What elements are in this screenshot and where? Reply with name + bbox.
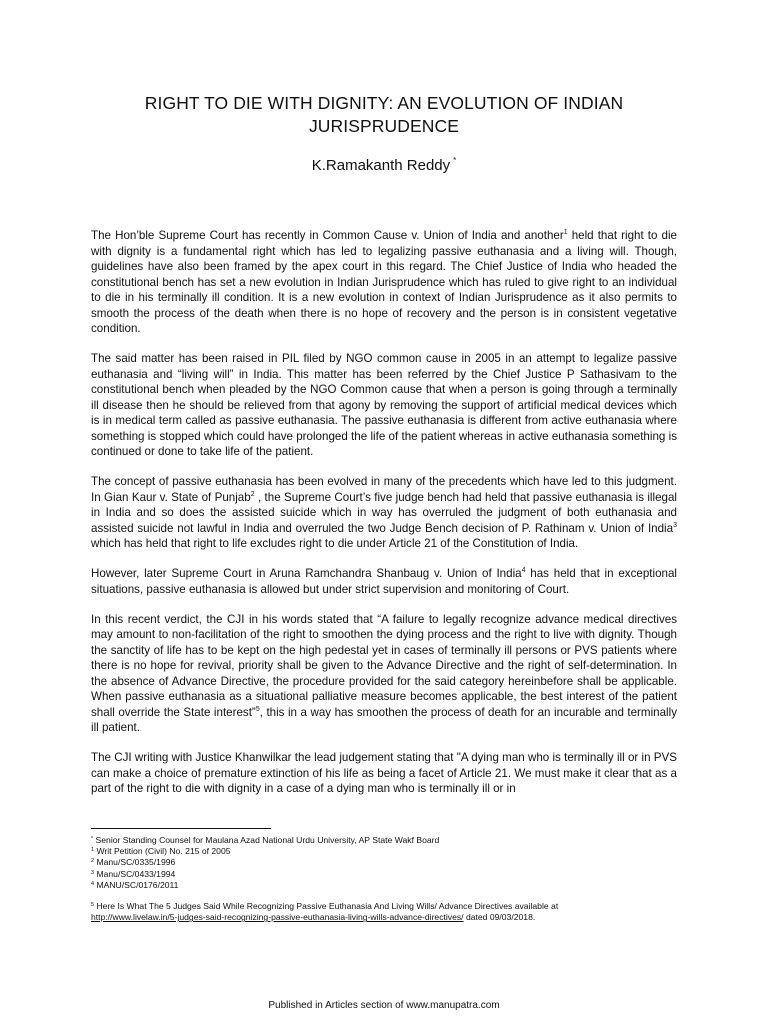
footnote-mark: 3 bbox=[91, 869, 95, 876]
paragraph-3-text-a: The concept of passive euthanasia has been evolved in many of the precedents which have led to this judgment. In Gian Kaur v. State of Punjab bbox=[91, 475, 677, 504]
footnote-spacer bbox=[91, 891, 677, 901]
footnote-text: Writ Petition (Civil) No. 215 of 2005 bbox=[94, 846, 231, 857]
footnote-divider bbox=[91, 828, 271, 829]
footnote-text: Manu/SC/0433/1994 bbox=[94, 868, 176, 879]
paragraph-1-text-b: held that right to die with dignity is a fundamental right which has led to legalizing passive euthanasia and a living will. Though, guidelines have also been framed by the apex court in this regard. The Chief Justice of India who headed the constitutional bench has set a new evolution in Indian Jurisprudence which has ruled to give right to an individual to die in his terminally ill condition. It is a new evolution in context of Indian Jurisprudence as it also permits to smooth the process of the death when there is no hope of recovery and the person is in consistent vegetative condition. bbox=[91, 229, 678, 335]
footnote-ref-2: 2 bbox=[250, 490, 255, 498]
footnote-item bbox=[91, 846, 677, 857]
footnote-mark: 2 bbox=[91, 858, 95, 865]
paragraph-4-text-b: has held that in exceptional situations, passive euthanasia is allowed but under strict supervision and monitoring of Court. bbox=[91, 567, 678, 596]
paragraph-5 bbox=[91, 612, 677, 736]
footnote-date: dated 09/03/2018. bbox=[463, 912, 536, 923]
author-name: K.Ramakanth Reddy bbox=[311, 157, 451, 174]
paragraph-6-text: The CJI writing with Justice Khanwilkar the lead judgement stating that "A dying man who is terminally ill or in PVS can make a choice of premature extinction of his life as being a facet of Article 21. We must make it clear that as a part of the right to die with dignity in a case of a dying man who is terminally ill or in bbox=[91, 751, 677, 795]
paragraph-1 bbox=[91, 228, 677, 337]
footnote-mark: * bbox=[91, 836, 94, 842]
footnote-text: Senior Standing Counsel for Maulana Azad National Urdu University, AP State Wakf Board bbox=[93, 835, 440, 845]
footnote-ref-4: 4 bbox=[521, 567, 526, 574]
paragraph-6 bbox=[91, 750, 677, 797]
footnote-item bbox=[91, 857, 677, 868]
article-body bbox=[91, 228, 677, 811]
footnote-item bbox=[91, 901, 677, 923]
footnote-item bbox=[91, 835, 677, 846]
footnote-text: Manu/SC/0335/1996 bbox=[94, 857, 176, 868]
paragraph-3-text-b: , the Supreme Court’s five judge bench had held that passive euthanasia is illegal in India and so does the assisted suicide which in way has overruled the judgment of both euthanasia and assisted suicide not lawful in India and overruled the two Judge Bench decision of P. Rathinam v. Union of India bbox=[91, 490, 677, 535]
footnote-ref-1: 1 bbox=[563, 229, 568, 236]
paragraph-1-text-a: The Hon’ble Supreme Court has recently in Common Cause v. Union of India and another bbox=[91, 229, 564, 242]
author-footnote-mark: * bbox=[453, 156, 457, 165]
footnote-text: Here Is What The 5 Judges Said While Recognizing Passive Euthanasia And Living Wills/ Advance Directives available at bbox=[94, 901, 559, 912]
author-line bbox=[91, 156, 677, 176]
footnote-ref-5: 5 bbox=[255, 705, 260, 713]
article-title: RIGHT TO DIE WITH DIGNITY: AN EVOLUTION OF INDIAN JURISPRUDENCE bbox=[144, 93, 624, 136]
footnote-text: MANU/SC/0176/2011 bbox=[94, 879, 179, 890]
paragraph-5-text-b: , this in a way has smoothen the process of death for an incurable and terminally ill patient. bbox=[91, 705, 677, 734]
paragraph-2-text: The said matter has been raised in PIL filed by NGO common cause in 2005 in an attempt to legalize passive euthanasia and “living will” in India. This matter has been referred by the Chief Justice P Sathasivam to the constitutional bench when pleaded by the NGO Common cause that when a person is going through a terminally ill disease then he should be relieved from that agony by removing the support of artificial medical devices which is in medical term called as passive euthanasia. The passive euthanasia is different from active euthanasia where something is stopped which could have prolonged the life of the patient whereas in active euthanasia something is continued or done to take life of the patient. bbox=[91, 352, 677, 458]
paragraph-5-text-a: In this recent verdict, the CJI in his words stated that “A failure to legally recognize advance medical directives may amount to non-facilitation of the right to smoothen the dying process and the right to live with dignity. Though the sanctity of life has to be kept on the high pedestal yet in cases of terminally ill persons or PVS patients where there is no hope for revival, priority shall be given to the Advance Directive and the right of self-determination. In the absence of Advance Directive, the procedure provided for the said category hereinbefore shall be applicable. When passive euthanasia as a situational palliative measure becomes applicable, the best interest of the patient shall override the State interest” bbox=[91, 612, 677, 719]
footnote-mark: 1 bbox=[91, 847, 95, 854]
footnote-mark: 4 bbox=[91, 880, 95, 887]
footnote-mark: 5 bbox=[91, 902, 95, 909]
paragraph-4 bbox=[91, 566, 677, 597]
footnote-link[interactable]: http://www.livelaw.in/5-judges-said-recognizing-passive-euthanasia-living-wills-advance-directives/ bbox=[91, 912, 464, 923]
paragraph-3 bbox=[91, 474, 677, 552]
footnote-ref-3: 3 bbox=[673, 521, 677, 529]
footnotes bbox=[91, 835, 677, 923]
paragraph-4-text-a: However, later Supreme Court in Aruna Ramchandra Shanbaug v. Union of India bbox=[91, 567, 522, 580]
footnote-item bbox=[91, 880, 677, 891]
paragraph-2 bbox=[91, 351, 677, 460]
page-footer: Published in Articles section of www.manupatra.com bbox=[268, 1000, 500, 1011]
footnote-item bbox=[91, 869, 677, 880]
paragraph-3-text-c: which has held that right to life excludes right to die under Article 21 of the Constitution of India. bbox=[91, 537, 579, 550]
